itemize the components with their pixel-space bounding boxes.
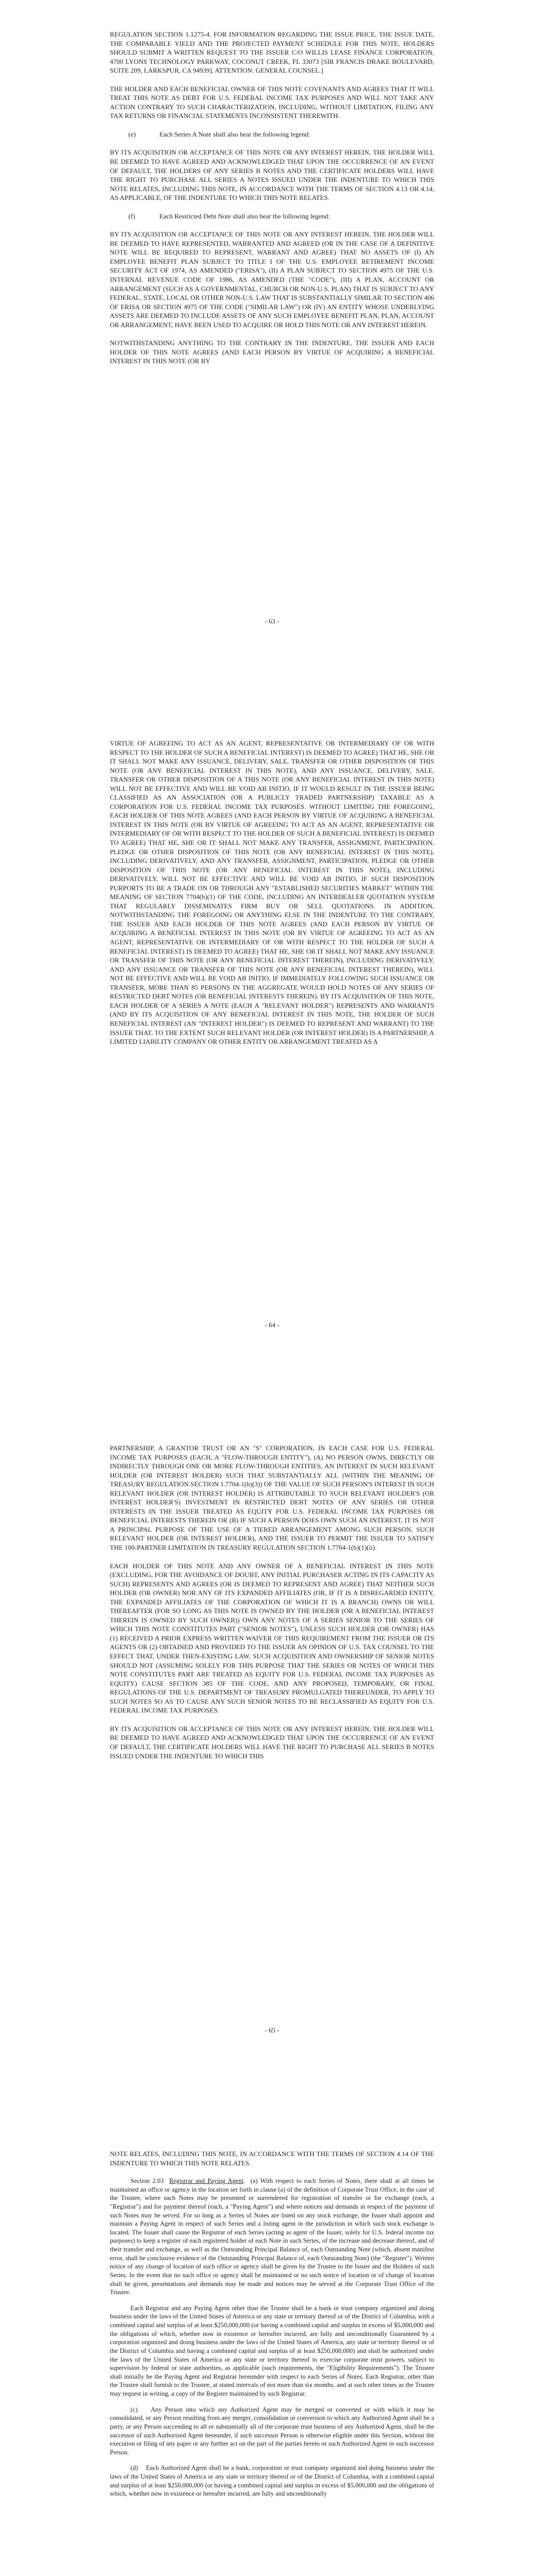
page-number: - 63 - (265, 617, 279, 625)
legend-paragraph: EACH HOLDER OF THIS NOTE AND ANY OWNER OF A BENEFICIAL INTEREST IN THIS NOTE (EXCLUDING, FOR THE AVOIDANCE OF DOUBT, ANY INITIAL PURCHASER ACTING IN ITS CAPACITY AS SUCH) REPRESENTS AND AGREES (OR IS DEEMED TO REPRESENT AND AGREE) THAT NEITHER SUCH HOLDER (OR OWNER) NOR ANY OF ITS EXPANDED AFFILIATES (OR, IF IT IS A DISREGARDED ENTITY, THE EXPANDED AFFILIATES OF THE CORPORATION OF WHICH IT IS A BRANCH) OWNS OR WILL THEREAFTER (FOR SO LONG AS THIS NOTE IS OWNED BY THE HOLDER (OR A BENEFICIAL INTEREST THEREIN IS OWNED BY SUCH OWNER)) OWN ANY NOTES OF A SERIES SENIOR TO THE SERIES OF WHICH THIS NOTE CONSTITUTES PART ("SENIOR NOTES"), UNLESS SUCH HOLDER (OR OWNER) HAS (1) RECEIVED A PRIOR EXPRESS WRITTEN WAIVER OF THIS REQUIREMENT FROM THE ISSUER OR ITS AGENTS OR (2) OBTAINED AND PROVIDED TO THE ISSUER AN OPINION OF U.S. TAX COUNSEL TO THE EFFECT THAT, UNDER THEN-EXISTING LAW, SUCH ACQUISITION AND OWNERSHIP OF SENIOR NOTES SHOULD NOT (ASSUMING SOLELY FOR THIS PURPOSE THAT THE SERIES OR NOTES OF WHICH THIS NOTE CONSTITUTES PART ARE TREATED AS EQUITY FOR U.S. FEDERAL INCOME TAX PURPOSES AS EQUITY) CAUSE SECTION 385 OF THE CODE, AND ANY PROPOSED, TEMPORARY, OR FINAL REGULATIONS OF THE U.S. DEPARTMENT OF TREASURY PROMULGATED THEREUNDER, TO APPLY TO SUCH NOTES SO AS TO CAUSE ANY SUCH SENIOR NOTES TO BE RECLASSIFIED AS EQUITY FOR U.S. FEDERAL INCOME TAX PURPOSES. (110, 1562, 434, 1715)
clause-item (110, 130, 434, 139)
section-number: Section 2.03 (130, 2177, 164, 2185)
section-text: (a) With respect to each Series of Notes, there shall at all times be maintained an office or agency in the location set forth in clause (a) of the definition of Corporate Trust Office, in the case of the Trustee, where such Notes may be presented or surrendered for registration of transfer or for exchange (each, a "Registrar") and for payment thereof (each, a "Paying Agent") and where notices and demands in respect of the payment of such Notes may be served. For so long as a Series of Notes are listed on any stock exchange, the Issuer shall appoint and maintain a Paying Agent in respect of such Series and a listing agent in the jurisdiction in which such stock exchange is located. The Issuer shall cause the Registrar of each Series (acting as agent of the Issuer, solely for U.S. federal income tax purposes) to keep a register of each registered holder of each Note in such Series, of the increase and decrease thereof, and of their transfer and exchange, as well as the Outstanding Principal Balance of, each Outstanding Note (which, absent manifest error, shall be conclusive evidence of the Outstanding Principal Balance of, each Outstanding Note) (the "Register"). Written notice of any change of location of such office or agency shall be given by the Trustee to the Issuer and the Holders of such Series. In the event that no such office or agency shall be maintained or no such notice of location or of change of location shall be given, presentations and demands may be made and notices may be served at the Corporate Trust Office of the Trustee. (110, 2177, 435, 2296)
legend-paragraph: REGULATION SECTION 1.1275-4. FOR INFORMATION REGARDING THE ISSUE PRICE, THE ISSUE DATE, THE COMPARABLE YIELD AND THE PROJECTED PAYMENT SCHEDULE FOR THIS NOTE, HOLDERS SHOULD SUBMIT A WRITTEN REQUEST TO THE ISSUER C/O WILLIS LEASE FINANCE CORPORATION, 4700 LYONS TECHNOLOGY PARKWAY, COCONUT CREEK, FL 33073 [SIR FRANCIS DRAKE BOULEVARD, SUITE 209, LARKSPUR, CA 94939], ATTENTION: GENERAL COUNSEL.] (110, 30, 434, 75)
clause-text: Each Series A Note shall also bear the following legend: (159, 130, 310, 138)
body-paragraph: (c) Any Person into which any Authorized Agent may be merged or converted or with which it may be consolidated, or any Person resulting from any merger, consolidation or conversion to which any Authorized Agent shall be a party, or any Person succeeding to all or substantially all of the corporate trust business of any Authorized Agent, shall be the successor of such Authorized Agent hereunder, if such successor Person is otherwise eligible under this Section, without the execution or filing of any paper or any further act on the part of the parties hereto or such Authorized Agent or such successor Person. (110, 2405, 434, 2456)
legend-paragraph: VIRTUE OF AGREEING TO ACT AS AN AGENT, REPRESENTATIVE OR INTERMEDIARY OF OR WITH RESPECT TO THE HOLDER OF SUCH A BENEFICIAL INTEREST) IS DEEMED TO AGREE) THAT HE, SHE OR IT SHALL NOT MAKE ANY ISSUANCE, DELIVERY, SALE, TRANSFER OR OTHER DISPOSITION OF THIS NOTE (OR ANY BENEFICIAL INTEREST IN THIS NOTE), AND ANY ISSUANCE, DELIVERY, SALE, TRANSFER OR OTHER DISPOSITION OF A THIS NOTE (OR ANY BENEFICIAL INTEREST IN THIS NOTE) WILL NOT BE EFFECTIVE AND WILL BE VOID AB INITIO, IF IT WOULD RESULT IN THE ISSUER BEING CLASSIFIED AS AN ASSOCIATION (OR A PUBLICLY TRADED PARTNERSHIP) TAXABLE AS A CORPORATION FOR U.S. FEDERAL INCOME TAX PURPOSES. WITHOUT LIMITING THE FOREGOING, EACH HOLDER OF THIS NOTE AGREES (AND EACH PERSON BY VIRTUE OF ACQUIRING A BENEFICIAL INTEREST IN THIS NOTE (OR BY VIRTUE OF AGREEING TO ACT AS AN AGENT, REPRESENTATIVE OR INTERMEDIARY OF OR WITH RESPECT TO THE HOLDER OF SUCH A BENEFICIAL INTEREST) IS DEEMED TO AGREE) THAT HE, SHE OR IT SHALL NOT MAKE ANY TRANSFER, ASSIGNMENT, PARTICIPATION, PLEDGE OR OTHER DISPOSITION OF THIS NOTE (OR ANY BENEFICIAL INTEREST IN THIS NOTE), INCLUDING DERIVATIVELY, AND ANY TRANSFER, ASSIGNMENT, PARTICIPATION, PLEDGE OR OTHER DISPOSITION OF THIS NOTE (OR ANY BENEFICIAL INTEREST IN THIS NOTE), INCLUDING DERIVATIVELY, WILL NOT BE EFFECTIVE AND WILL BE VOID AB INITIO, IF SUCH DISPOSITION PURPORTS TO BE A TRADE ON OR THROUGH ANY "ESTABLISHED SECURITIES MARKET" WITHIN THE MEANING OF SECTION 7704(b)(1) OF THE CODE, INCLUDING AN INTERDEALER QUOTATION SYSTEM THAT REGULARLY DISSEMINATES FIRM BUY OR SELL QUOTATIONS. IN ADDITION, NOTWITHSTANDING THE FOREGOING OR ANYTHING ELSE IN THE INDENTURE TO THE CONTRARY, THE ISSUER AND EACH HOLDER OF THIS NOTE AGREES (AND EACH PERSON BY VIRTUE OF ACQUIRING A BENEFICIAL INTEREST IN THIS NOTE (OR BY VIRTUE OF AGREEING TO ACT AS AN AGENT, REPRESENTATIVE OR INTERMEDIARY OF OR WITH RESPECT TO THE HOLDER OF SUCH A BENEFICIAL INTEREST) IS DEEMED TO AGREE) THAT HE, SHE OR IT SHALL NOT MAKE ANY ISSUANCE OR TRANSFER OF THIS NOTE (OR ANY BENEFICIAL INTEREST THEREIN), INCLUDING DERIVATIVELY, AND ANY ISSUANCE OR TRANSFER OF THIS NOTE (OR ANY BENEFICIAL INTEREST THEREIN), WILL NOT BE EFFECTIVE AND WILL BE VOID AB INITIO, IF IMMEDIATELY FOLLOWING SUCH ISSUANCE OR TRANSFER, MORE THAN 85 PERSONS IN THE AGGREGATE WOULD HOLD NOTES OF ANY SERIES OF RESTRICTED DEBT NOTES (OR BENEFICIAL INTERESTS THEREIN). BY ITS ACQUISITION OF THIS NOTE, EACH HOLDER OF A SERIES A NOTE (EACH A "RELEVANT HOLDER") REPRESENTS AND WARRANTS (AND BY ITS ACQUISITION OF ANY BENEFICIAL INTEREST IN THIS NOTE, THE HOLDER OF SUCH BENEFICIAL INTEREST (AN "INTEREST HOLDER") IS DEEMED TO REPRESENT AND WARRANT) TO THE ISSUER THAT, TO THE EXTENT SUCH RELEVANT HOLDER (OR INTEREST HOLDER) IS A PARTNERSHIP, A LIMITED LIABILITY COMPANY OR OTHER ENTITY OR ARRANGEMENT TREATED AS A (110, 739, 434, 1046)
legend-paragraph: BY ITS ACQUISITION OR ACCEPTANCE OF THIS NOTE OR ANY INTEREST HEREIN, THE HOLDER WILL BE DEEMED TO HAVE AGREED AND ACKNOWLEDGED THAT UPON THE OCCURRENCE OF AN EVENT OF DEFAULT, THE HOLDERS OF ANY SERIES B NOTES AND THE CERTIFICATE HOLDERS WILL HAVE THE RIGHT TO PURCHASE ALL SERIES A NOTES ISSUED UNDER THE INDENTURE TO WHICH THIS NOTE RELATES, INCLUDING THIS NOTE, IN ACCORDANCE WITH THE TERMS OF SECTION 4.13 OR 4.14, AS APPLICABLE, OF THE INDENTURE TO WHICH THIS NOTE RELATES. (110, 148, 434, 202)
document-page (0, 1395, 544, 2098)
legend-paragraph: NOTWITHSTANDING ANYTHING TO THE CONTRARY IN THE INDENTURE, THE ISSUER AND EACH HOLDER OF THIS NOTE AGREES (AND EACH PERSON BY VIRTUE OF ACQUIRING A BENEFICIAL INTEREST IN THIS NOTE (OR BY (110, 339, 434, 365)
legend-paragraph: BY ITS ACQUISITION OR ACCEPTANCE OF THIS NOTE OR ANY INTEREST HEREIN, THE HOLDER WILL BE DEEMED TO HAVE AGREED AND ACKNOWLEDGED THAT UPON THE OCCURRENCE OF AN EVENT OF DEFAULT, THE CERTIFICATE HOLDERS WILL HAVE THE RIGHT TO PURCHASE ALL SERIES B NOTES ISSUED UNDER THE INDENTURE TO WHICH THIS (110, 1724, 434, 1760)
legend-paragraph: BY ITS ACQUISITION OR ACCEPTANCE OF THIS NOTE OR ANY INTEREST HEREIN, THE HOLDER WILL BE DEEMED TO HAVE REPRESENTED, WARRANTED AND AGREED (OR IN THE CASE OF A DEFINITIVE NOTE WILL BE REQUIRED TO REPRESENT, WARRANT AND AGREE) THAT NO ASSETS OF (I) AN EMPLOYEE BENEFIT PLAN SUBJECT TO TITLE I OF THE U.S. EMPLOYEE RETIREMENT INCOME SECURITY ACT OF 1974, AS AMENDED ("ERISA"), (II) A PLAN SUBJECT TO SECTION 4975 OF THE U.S. INTERNAL REVENUE CODE OF 1986, AS AMENDED (THE "CODE"), (III) A PLAN, ACCOUNT OR ARRANGEMENT (SUCH AS A GOVERNMENTAL, CHURCH OR NON-U.S. PLAN) THAT IS SUBJECT TO ANY FEDERAL, STATE, LOCAL OR OTHER NON-U.S. LAW THAT IS SUBSTANTIALLY SIMILAR TO SECTION 406 OF ERISA OR SECTION 4975 OF THE CODE ("SIMILAR LAW") OR (IV) AN ENTITY WHOSE UNDERLYING ASSETS ARE DEEMED TO INCLUDE ASSETS OF ANY SUCH EMPLOYEE BENEFIT PLAN, PLAN, ACCOUNT OR ARRANGEMENT, HAVE BEEN USED TO ACQUIRE OR HOLD THIS NOTE OR ANY INTEREST HEREIN. (110, 230, 434, 329)
legend-paragraph: PARTNERSHIP, A GRANTOR TRUST OR AN "S" CORPORATION, IN EACH CASE FOR U.S. FEDERAL INCOME TAX PURPOSES (EACH, A "FLOW-THROUGH ENTITY"), (A) NO PERSON OWNS, DIRECTLY OR INDIRECTLY THROUGH ONE OR MORE FLOW-THROUGH ENTITIES, AN INTEREST IN SUCH RELEVANT HOLDER (OR INTEREST HOLDER) SUCH THAT SUBSTANTIALLY ALL (WITHIN THE MEANING OF TREASURY REGULATION SECTION 1.7704-1(h)(3)) OF THE VALUE OF SUCH PERSON'S INTEREST IN SUCH RELEVANT HOLDER (OR INTEREST HOLDER) IS ATTRIBUTABLE TO SUCH RELEVANT HOLDER'S (OR INTEREST HOLDER'S) INVESTMENT IN RESTRICTED DEBT NOTES OF ANY SERIES OR OTHER INTERESTS IN THE ISSUER TREATED AS EQUITY FOR U.S. FEDERAL INCOME TAX PURPOSES OR BENEFICIAL INTERESTS THEREIN OR (B) IF SUCH A PERSON DOES OWN SUCH AN INTEREST, IT IS NOT A PRINCIPAL PURPOSE OF THE USE OF A TIERED ARRANGEMENT AMONG SUCH PERSON, SUCH RELEVANT HOLDER (OR INTEREST HOLDER), AND THE ISSUER TO PERMIT THE ISSUER TO SATISFY THE 100-PARTNER LIMITATION IN TREASURY REGULATION SECTION 1.7704-1(h)(1)(ii). (110, 1444, 434, 1552)
clause-label: (f) (128, 212, 135, 220)
document-page (0, 691, 544, 1395)
page-number: - 64 - (265, 1321, 279, 1329)
legend-paragraph: NOTE RELATES, INCLUDING THIS NOTE, IN ACCORDANCE WITH THE TERMS OF SECTION 4.14 OF THE INDENTURE TO WHICH THIS NOTE RELATES. (110, 2150, 434, 2167)
document-page (0, 2098, 544, 2576)
clause-text: Each Restricted Debt Note shall also bear the following legend: (159, 212, 331, 220)
document-page (0, 0, 544, 691)
body-paragraph: Each Registrar and any Paying Agent other than the Trustee shall be a bank or trust company organized and doing business under the laws of the United States of America or any state or territory thereof or of the District of Columbia, with a combined capital and surplus of at least $250,000,000 (or having a combined capital and surplus in excess of $5,000,000 and the obligations of which, whether now in existence or hereafter incurred, are fully and unconditionally Guaranteed by a corporation organized and doing business under the laws of the United States of America, any state or territory thereof or of the District of Columbia and having a combined capital and surplus of at least $250,000,000) and shall be authorized under the laws of the United States of America or any state or territory thereof to exercise corporate trust powers, subject to supervision by federal or state authorities, as applicable (such requirements, the "Eligibility Requirements"). The Trustee shall initially be the Paying Agent and Registrar hereunder with respect to each Series of Notes. Each Registrar, other than the Trustee shall furnish to the Trustee, at stated intervals of not more than six months, and at such other times as the Trustee may request in writing, a copy of the Register maintained by such Registrar. (110, 2304, 434, 2398)
section-heading: Registrar and Paying Agent (169, 2177, 244, 2185)
clause-label: (e) (128, 130, 136, 138)
body-paragraph: (d) Each Authorized Agent shall be a bank, corporation or trust company organized and doing business under the laws of the United States of America or any state or territory thereof or of the District of Columbia, with a combined capital and surplus of at least $250,000,000 (or having a combined capital and surplus in excess of $5,000,000 and the obligations of which, whether now in existence or hereafter incurred, are fully and unconditionally (110, 2464, 434, 2498)
clause-item (110, 212, 434, 221)
section-paragraph: Section 2.03 Registrar and Paying Agent. (a) With respect to each Series of Notes, there shall at all times be maintained an office or agency in the location set forth in clause (a) of the definition of Corporate Trust Office, in the case of the Trustee, where such Notes may be presented or surrendered for registration of transfer or for exchange (each, a "Registrar") and for payment thereof (each, a "Paying Agent") and where notices and demands in respect of the payment of such Notes may be served. For so long as a Series of Notes are listed on any stock exchange, the Issuer shall appoint and maintain a Paying Agent in respect of such Series and a listing agent in the jurisdiction in which such stock exchange is located. The Issuer shall cause the Registrar of each Series (acting as agent of the Issuer, solely for U.S. federal income tax purposes) to keep a register of each registered holder of each Note in such Series, of the increase and decrease thereof, and of their transfer and exchange, as well as the Outstanding Principal Balance of, each Outstanding Note (which, absent manifest error, shall be conclusive evidence of the Outstanding Principal Balance of, each Outstanding Note) (the "Register"). Written notice of any change of location of such office or agency shall be given by the Trustee to the Issuer and the Holders of such Series. In the event that no such office or agency shall be maintained or no such notice of location or of change of location shall be given, presentations and demands may be made and notices may be served at the Corporate Trust Office of the Trustee. (110, 2177, 435, 2296)
page-number: - 65 - (265, 2026, 279, 2034)
legend-paragraph: THE HOLDER AND EACH BENEFICIAL OWNER OF THIS NOTE COVENANTS AND AGREES THAT IT WILL TREAT THIS NOTE AS DEBT FOR U.S. FEDERAL INCOME TAX PURPOSES AND WILL NOT TAKE ANY ACTION CONTRARY TO SUCH CHARACTERIZATION, INCLUDING, WITHOUT LIMITATION, FILING ANY TAX RETURNS OR FINANCIAL STATEMENTS INCONSISTENT THEREWITH. (110, 84, 434, 120)
